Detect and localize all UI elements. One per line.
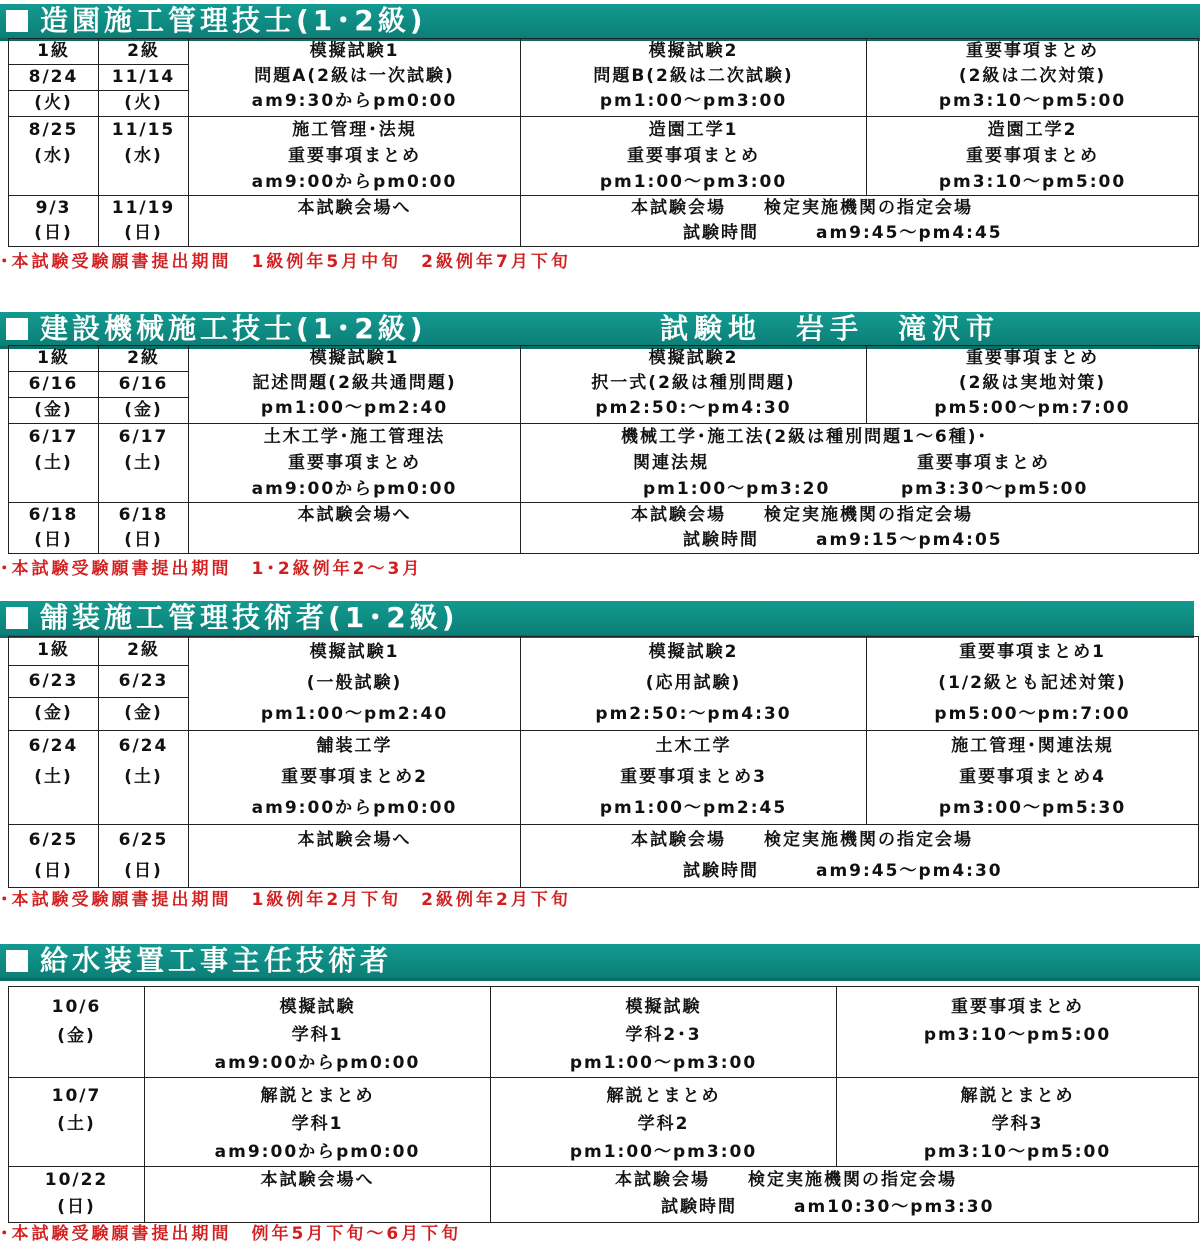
cell: 模擬試験1 問題A(2級は一次試験) am9:30からpm0:00 [189,39,521,117]
section-header [0,944,1200,981]
weekday-cell: (金) [9,398,99,424]
header-grade2: 2級 [99,39,189,65]
cell: 本試験会場へ [189,503,521,554]
cell: 重要事項まとめ (2級は二次対策) pm3:10～pm5:00 [867,39,1199,117]
table-row [9,637,1199,666]
date-cell: 6/23 [9,665,99,698]
weekday-cell: (火) [99,91,189,117]
cell: 模擬試験 学科2･3 pm1:00～pm3:00 [491,987,837,1078]
cell: 造園工学2 重要事項まとめ pm3:10～pm5:00 [867,117,1199,196]
header-grade1: 1級 [9,346,99,372]
square-icon [6,10,28,32]
square-icon [6,607,28,629]
table-row [9,731,1199,825]
date-cell: 6/18 (日) [9,503,99,554]
cell: 施工管理･関連法規 重要事項まとめ4 pm3:00～pm5:30 [867,731,1199,825]
cell: 模擬試験2 (応用試験) pm2:50:～pm4:30 [521,637,867,731]
cell: 解説とまとめ 学科2 pm1:00～pm3:00 [491,1078,837,1167]
exam-location: 試験地 岩手 滝沢市 [660,312,1001,345]
table-row [9,503,1199,554]
date-cell: 6/24 (土) [99,731,189,825]
application-note: ･本試験受験願書提出期間 1･2級例年2～3月 [0,559,423,579]
date-cell: 11/14 [99,65,189,91]
date-cell: 10/22 (日) [9,1167,145,1223]
cell: 土木工学･施工管理法 重要事項まとめ am9:00からpm0:00 [189,424,521,503]
table-row [9,1078,1199,1167]
section-header [0,312,1200,349]
table-row [9,39,1199,65]
cell: 舗装工学 重要事項まとめ2 am9:00からpm0:00 [189,731,521,825]
section-kyusui [0,944,1200,981]
cell: 重要事項まとめ pm3:10～pm5:00 [837,987,1199,1078]
date-cell: 11/15 (水) [99,117,189,196]
date-cell: 11/19 (日) [99,196,189,247]
table-row [9,346,1199,372]
cell: 造園工学1 重要事項まとめ pm1:00～pm3:00 [521,117,867,196]
application-note: ･本試験受験願書提出期間 1級例年5月中旬 2級例年7月下旬 [0,252,571,272]
date-cell: 6/17 (土) [99,424,189,503]
cell: 本試験会場へ [189,825,521,888]
cell: 本試験会場 検定実施機関の指定会場 試験時間 am10:30～pm3:30 [491,1167,1199,1223]
date-cell: 6/16 [9,372,99,398]
table-row [9,1167,1199,1223]
date-cell: 6/24 (土) [9,731,99,825]
cell: 土木工学 重要事項まとめ3 pm1:00～pm2:45 [521,731,867,825]
weekday-cell: (金) [99,398,189,424]
cell: 重要事項まとめ (2級は実地対策) pm5:00～pm:7:00 [867,346,1199,424]
cell: 解説とまとめ 学科1 am9:00からpm0:00 [145,1078,491,1167]
section-title: 舗装施工管理技術者(1･2級) [40,601,459,634]
header-grade1: 1級 [9,39,99,65]
schedule-table [8,986,1199,1223]
cell: 本試験会場 検定実施機関の指定会場 試験時間 am9:45～pm4:30 [521,825,1199,888]
schedule-table [8,345,1199,554]
table-row [9,196,1199,247]
schedule-table [8,38,1199,247]
date-cell: 10/6 (金) [9,987,145,1078]
header-grade2: 2級 [99,637,189,666]
section-title: 建設機械施工技士(1･2級) [40,312,427,345]
section-header [0,601,1194,638]
application-note: ･本試験受験願書提出期間 1級例年2月下旬 2級例年2月下旬 [0,890,571,910]
date-cell: 8/24 [9,65,99,91]
date-cell: 6/25 (日) [9,825,99,888]
cell: 施工管理･法規 重要事項まとめ am9:00からpm0:00 [189,117,521,196]
cell: 本試験会場へ [189,196,521,247]
date-cell: 6/16 [99,372,189,398]
date-cell: 6/17 (土) [9,424,99,503]
weekday-cell: (火) [9,91,99,117]
cell: 模擬試験1 記述問題(2級共通問題) pm1:00～pm2:40 [189,346,521,424]
square-icon [6,318,28,340]
section-title: 造園施工管理技士(1･2級) [40,4,427,37]
section-hoso [0,601,1200,638]
section-kensetsu [0,312,1200,349]
date-cell: 9/3 (日) [9,196,99,247]
cell: 模擬試験 学科1 am9:00からpm0:00 [145,987,491,1078]
section-zoen [0,4,1200,41]
weekday-cell: (金) [9,698,99,731]
date-cell: 10/7 (土) [9,1078,145,1167]
cell: 本試験会場 検定実施機関の指定会場 試験時間 am9:15～pm4:05 [521,503,1199,554]
table-row [9,825,1199,888]
header-grade2: 2級 [99,346,189,372]
application-note: ･本試験受験願書提出期間 例年5月下旬～6月下旬 [0,1224,462,1244]
cell: 重要事項まとめ1 (1/2級とも記述対策) pm5:00～pm:7:00 [867,637,1199,731]
weekday-cell: (金) [99,698,189,731]
date-cell: 6/18 (日) [99,503,189,554]
cell: 模擬試験1 (一般試験) pm1:00～pm2:40 [189,637,521,731]
cell: 機械工学･施工法(2級は種別問題1～6種)･ 関連法規 重要事項まとめ pm1:00～pm3:20 pm3:30～pm5:00 [521,424,1199,503]
table-row [9,117,1199,196]
date-cell: 6/23 [99,665,189,698]
cell: 本試験会場へ [145,1167,491,1223]
section-header [0,4,1200,41]
schedule-table [8,636,1199,888]
cell: 模擬試験2 択一式(2級は種別問題) pm2:50:～pm4:30 [521,346,867,424]
date-cell: 8/25 (水) [9,117,99,196]
cell: 模擬試験2 問題B(2級は二次試験) pm1:00～pm3:00 [521,39,867,117]
cell: 本試験会場 検定実施機関の指定会場 試験時間 am9:45～pm4:45 [521,196,1199,247]
date-cell: 6/25 (日) [99,825,189,888]
square-icon [6,950,28,972]
section-title: 給水装置工事主任技術者 [40,944,393,977]
table-row [9,987,1199,1078]
table-row [9,424,1199,503]
header-grade1: 1級 [9,637,99,666]
cell: 解説とまとめ 学科3 pm3:10～pm5:00 [837,1078,1199,1167]
